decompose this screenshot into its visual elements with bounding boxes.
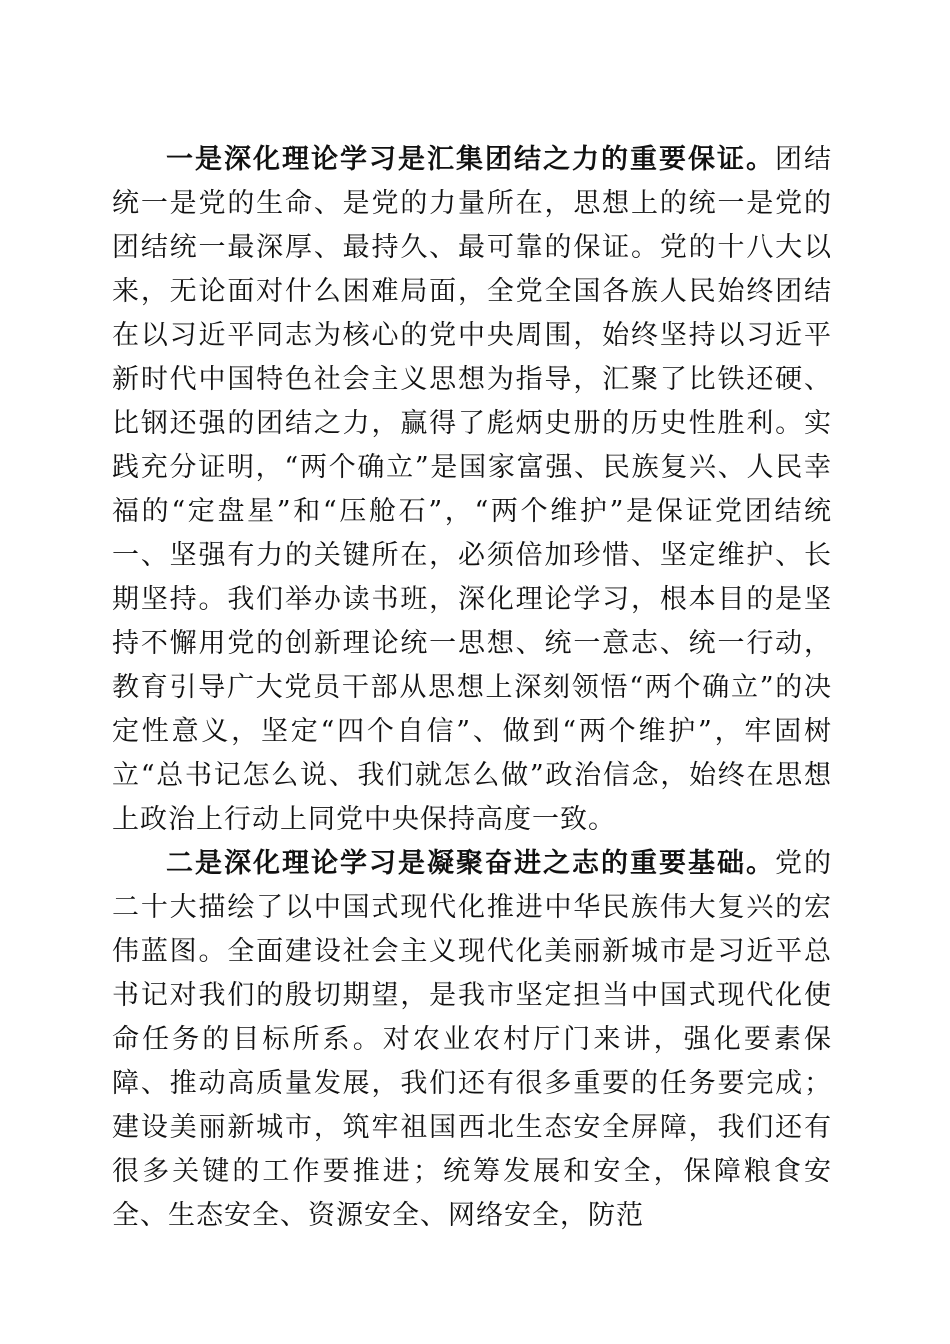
paragraph-2	[112, 842, 832, 1238]
document-body	[112, 138, 832, 1238]
paragraph-2-body: 党的二十大描绘了以中国式现代化推进中华民族伟大复兴的宏伟蓝图。全面建设社会主义现代化美丽新城市是习近平总书记对我们的殷切期望，是我市坚定担当中国式现代化使命任务的目标所系。对农业农村厅门来讲，强化要素保障、推动高质量发展，我们还有很多重要的任务要完成；建设美丽新城市，筑牢祖国西北生态安全屏障，我们还有很多关键的工作要推进；统筹发展和安全，保障粮食安全、生态安全、资源安全、网络安全，防范	[112, 848, 832, 1231]
paragraph-1	[112, 138, 832, 842]
paragraph-1-body: 团结统一是党的生命、是党的力量所在，思想上的统一是党的团结统一最深厚、最持久、最可靠的保证。党的十八大以来，无论面对什么困难局面，全党全国各族人民始终团结在以习近平同志为核心的党中央周围，始终坚持以习近平新时代中国特色社会主义思想为指导，汇聚了比铁还硬、比钢还强的团结之力，赢得了彪炳史册的历史性胜利。实践充分证明，“两个确立”是国家富强、民族复兴、人民幸福的“定盘星”和“压舱石”，“两个维护”是保证党团结统一、坚强有力的关键所在，必须倍加珍惜、坚定维护、长期坚持。我们举办读书班，深化理论学习，根本目的是坚持不懈用党的创新理论统一思想、统一意志、统一行动，教育引导广大党员干部从思想上深刻领悟“两个确立”的决定性意义，坚定“四个自信”、做到“两个维护”，牢固树立“总书记怎么说、我们就怎么做”政治信念，始终在思想上政治上行动上同党中央保持高度一致。	[112, 144, 832, 835]
paragraph-1-lead: 一是深化理论学习是汇集团结之力的重要保证。	[166, 144, 775, 175]
paragraph-2-lead: 二是深化理论学习是凝聚奋进之志的重要基础。	[166, 848, 775, 879]
